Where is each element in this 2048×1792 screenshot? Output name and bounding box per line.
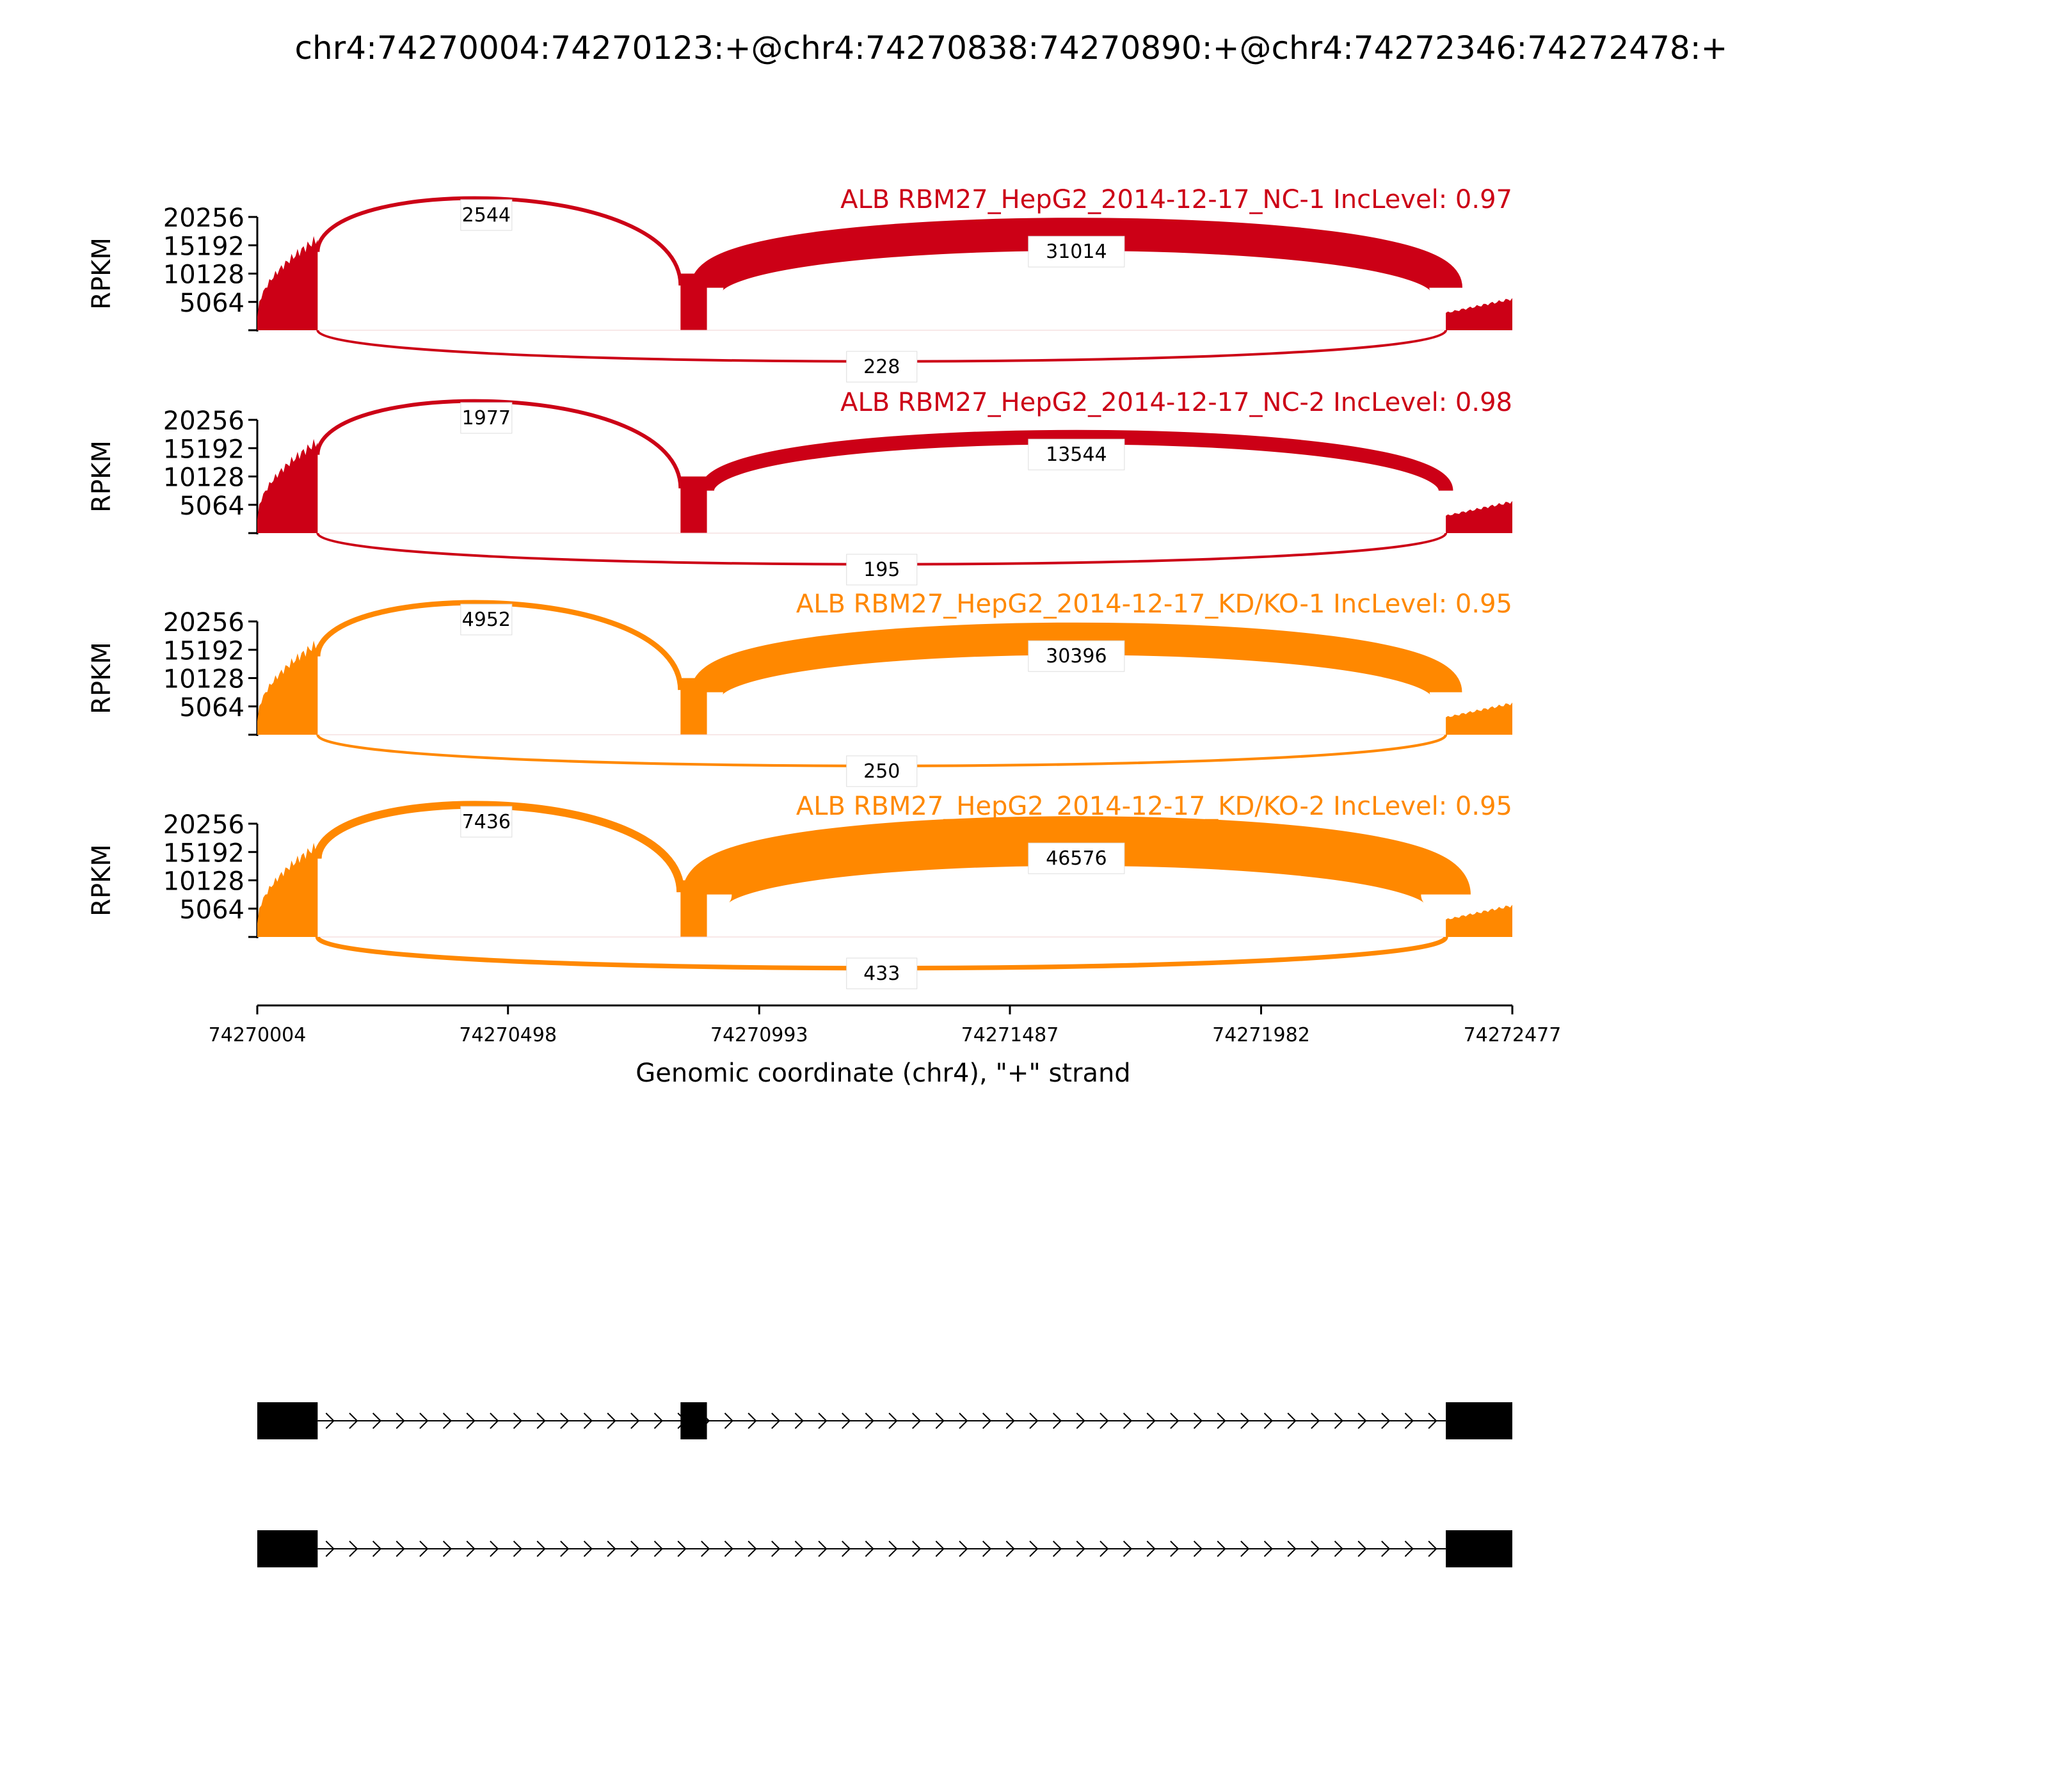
y-axis-label: RPKM <box>87 237 116 310</box>
x-tick-label: 74272477 <box>1463 1024 1562 1046</box>
coverage-exon1 <box>257 843 317 937</box>
x-tick-label: 74271982 <box>1212 1024 1310 1046</box>
junction-label: 433 <box>863 963 900 985</box>
y-tick-label: 20256 <box>163 608 244 637</box>
x-tick-label: 74270004 <box>208 1024 307 1046</box>
exon-block <box>1446 1402 1512 1439</box>
y-tick-label: 15192 <box>163 636 244 666</box>
y-tick-label: 15192 <box>163 838 244 868</box>
y-tick-label: 10128 <box>163 463 244 493</box>
y-axis-label: RPKM <box>87 440 116 513</box>
chart-title: chr4:74270004:74270123:+@chr4:74270838:74270890:+@chr4:74272346:74272478:+ <box>294 29 1728 67</box>
coverage-exon3 <box>1446 905 1512 937</box>
x-tick-label: 74270498 <box>459 1024 557 1046</box>
exon-block <box>680 1402 707 1439</box>
junction-label: 46576 <box>1046 847 1107 870</box>
isoform-track <box>257 1402 1512 1567</box>
isoform-skipping <box>257 1530 1512 1567</box>
coverage-exon1 <box>257 236 317 330</box>
y-tick-label: 15192 <box>163 232 244 262</box>
junction-label: 250 <box>863 760 900 783</box>
y-tick-label: 20256 <box>163 204 244 233</box>
exon-block <box>1446 1530 1512 1567</box>
junction-label: 7436 <box>461 811 511 833</box>
y-tick-label: 15192 <box>163 435 244 465</box>
junction-label: 2544 <box>461 204 511 227</box>
sample-panel <box>87 792 1512 989</box>
y-axis-label: RPKM <box>87 642 116 714</box>
y-tick-label: 5064 <box>179 288 244 318</box>
junction-label: 30396 <box>1046 645 1107 668</box>
sample-panel <box>87 589 1512 787</box>
junction-label: 1977 <box>461 407 511 429</box>
y-axis-label: RPKM <box>87 844 116 916</box>
y-tick-label: 10128 <box>163 664 244 694</box>
junction-label: 13544 <box>1046 444 1107 467</box>
y-tick-label: 10128 <box>163 867 244 897</box>
junction-label: 228 <box>863 356 900 378</box>
x-axis-label: Genomic coordinate (chr4), "+" strand <box>636 1059 1131 1088</box>
sample-label: ALB RBM27_HepG2_2014-12-17_NC-1 IncLevel: 0.97 <box>840 185 1512 214</box>
y-tick-label: 20256 <box>163 406 244 436</box>
y-tick-label: 5064 <box>179 491 244 521</box>
sample-label: ALB RBM27_HepG2_2014-12-17_NC-2 IncLevel: 0.98 <box>840 388 1512 417</box>
sample-label: ALB RBM27_HepG2_2014-12-17_KD/KO-1 IncLevel: 0.95 <box>796 589 1512 619</box>
sample-label: ALB RBM27_HepG2_2014-12-17_KD/KO-2 IncLevel: 0.95 <box>796 792 1512 821</box>
coverage-exon3 <box>1446 298 1512 330</box>
coverage-exon3 <box>1446 703 1512 735</box>
sample-panel <box>87 388 1512 585</box>
coverage-exon1 <box>257 641 317 735</box>
junction-label: 195 <box>863 559 900 581</box>
y-tick-label: 20256 <box>163 810 244 840</box>
x-tick-label: 74271487 <box>961 1024 1059 1046</box>
exon-block <box>257 1530 317 1567</box>
exon-block <box>257 1402 317 1439</box>
y-tick-label: 10128 <box>163 260 244 290</box>
isoform-inclusion <box>257 1402 1512 1439</box>
coverage-exon3 <box>1446 501 1512 533</box>
x-axis <box>209 1005 1562 1046</box>
coverage-exon1 <box>257 439 317 533</box>
y-tick-label: 5064 <box>179 895 244 925</box>
junction-label: 31014 <box>1046 241 1107 264</box>
sample-panels <box>87 185 1512 989</box>
sample-panel <box>87 185 1512 382</box>
x-tick-label: 74270993 <box>710 1024 808 1046</box>
junction-label: 4952 <box>461 609 511 631</box>
y-tick-label: 5064 <box>179 692 244 723</box>
